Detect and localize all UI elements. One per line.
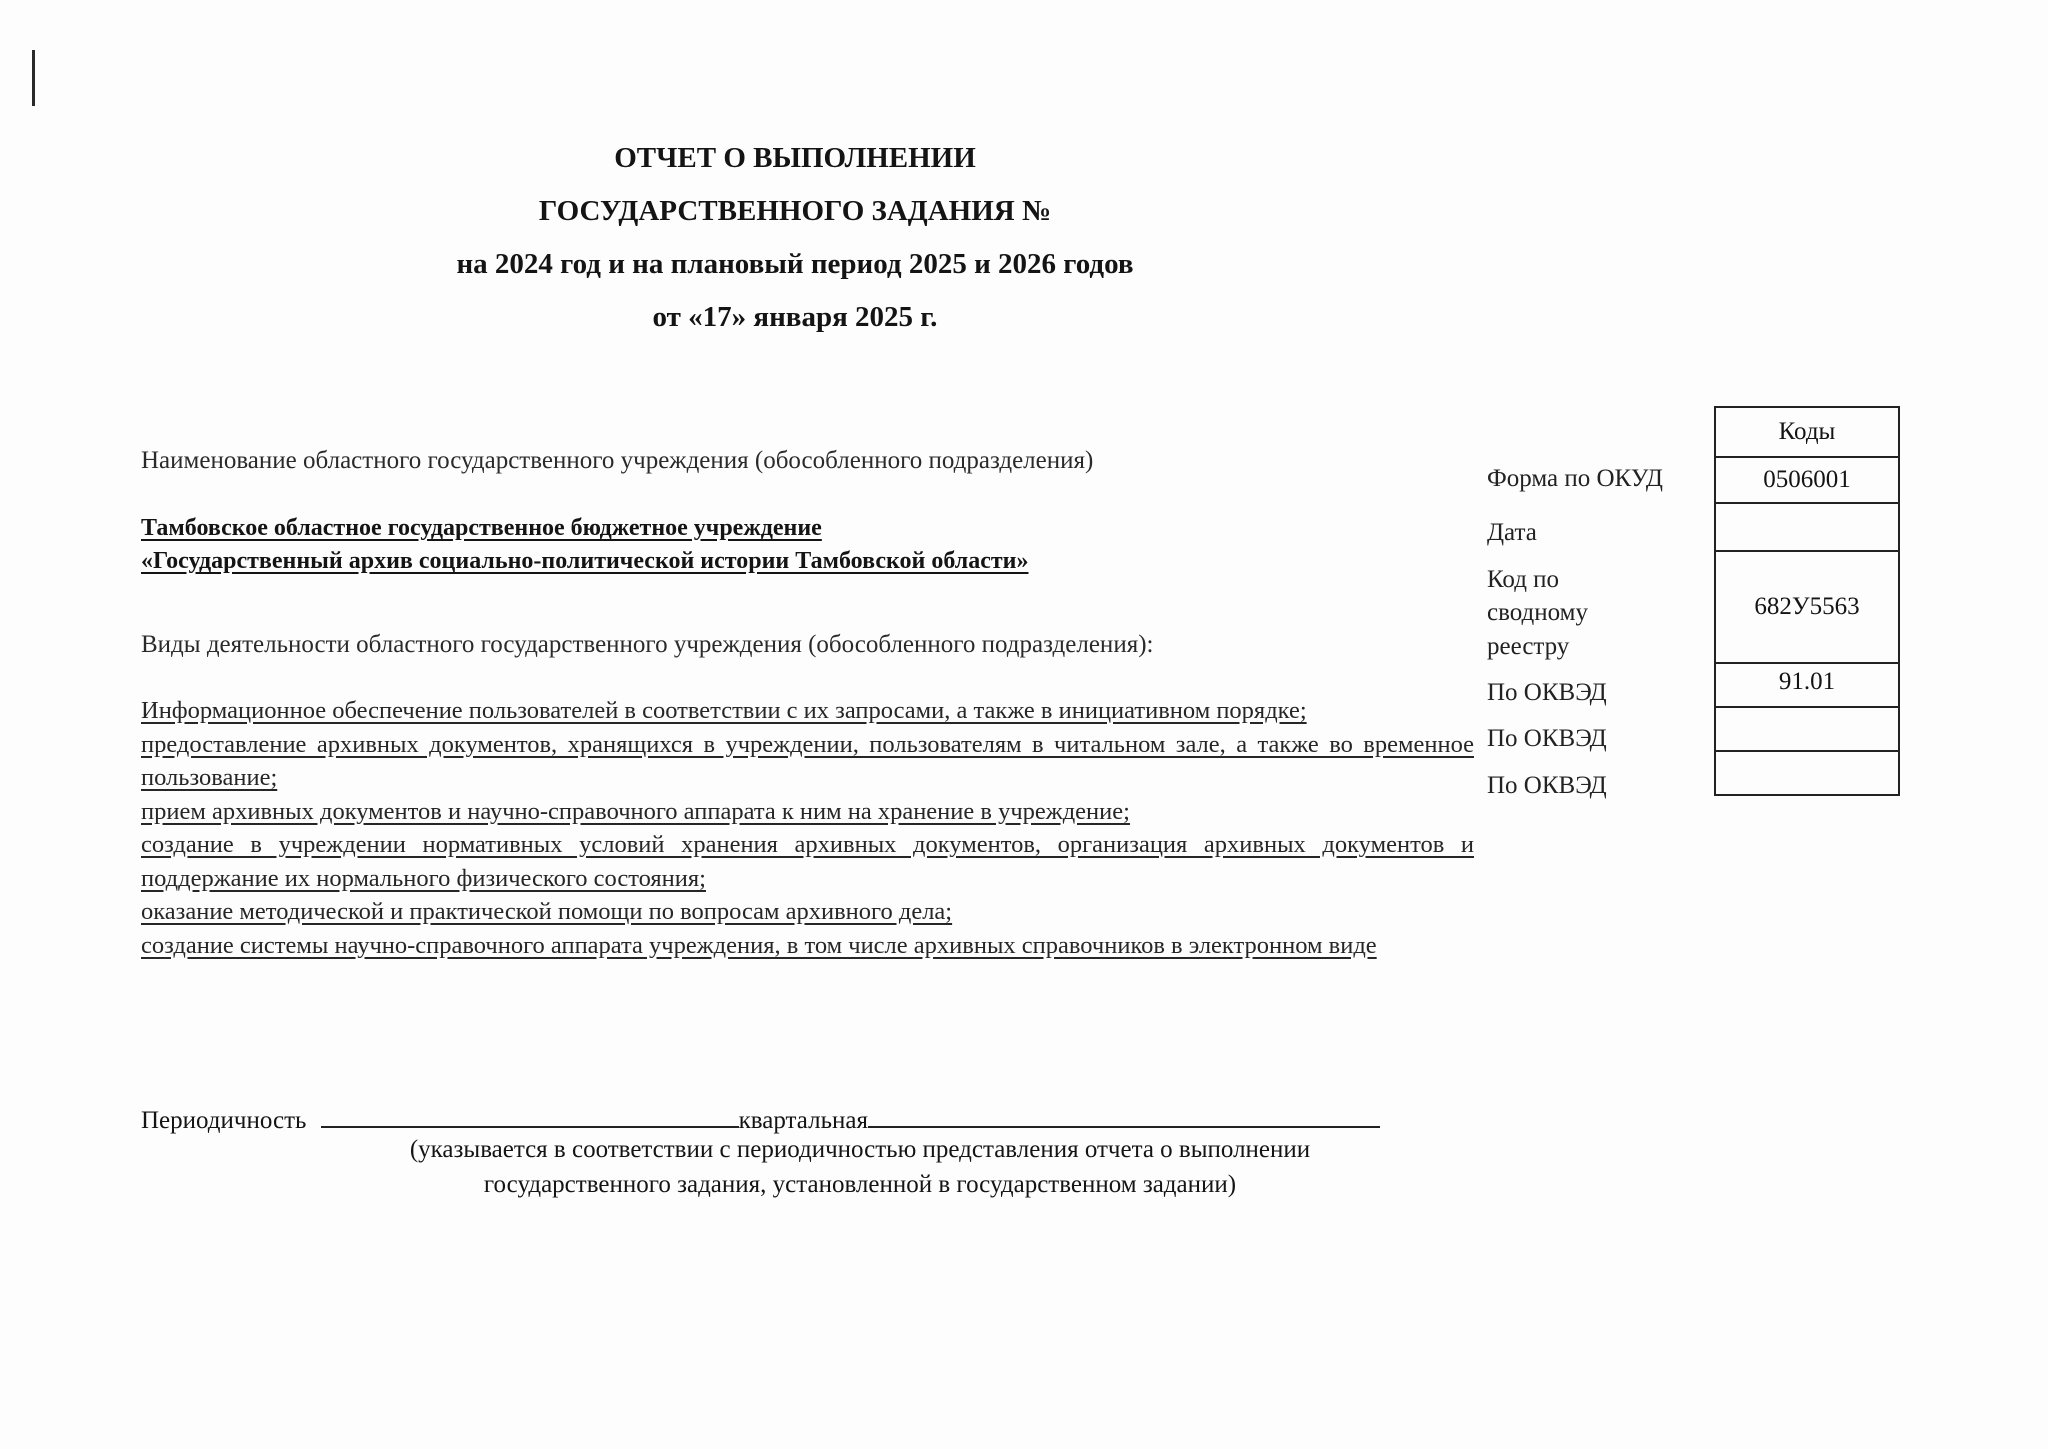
codes-row-label-okud: Форма по ОКУД <box>1487 465 1663 492</box>
activities-label: Виды деятельности областного государственного учреждения (обособленного подразделения): <box>141 631 1154 658</box>
periodicity-blank-left <box>321 1100 739 1128</box>
activity-item: создание в учреждении нормативных условий хранения архивных документов, организация архивных документов и поддержание их нормального физического состояния; <box>141 831 1474 892</box>
codes-table <box>1714 406 1900 796</box>
institution-name <box>141 512 1028 578</box>
codes-row-label-okved-1: По ОКВЭД <box>1487 679 1607 706</box>
codes-header: Коды <box>1715 407 1899 457</box>
activity-item: прием архивных документов и научно-справочного аппарата к ним на хранение в учреждение; <box>141 797 1130 825</box>
code-date <box>1715 503 1899 551</box>
codes-row-label-okved-3: По ОКВЭД <box>1487 772 1607 799</box>
periodicity-blank-right <box>868 1100 1380 1128</box>
activity-item: создание системы научно-справочного аппарата учреждения, в том числе архивных справочников в электронном виде <box>141 931 1377 959</box>
activities-list <box>141 694 1474 962</box>
codes-row-label-registry-2: сводному <box>1487 599 1588 626</box>
title-line-3: на 2024 год и на плановый период 2025 и 2026 годов <box>456 248 1134 280</box>
institution-name-line-2: «Государственный архив социально-политической истории Тамбовской области» <box>141 548 1029 574</box>
scan-margin-mark <box>32 50 35 106</box>
code-okved-3 <box>1715 751 1899 795</box>
periodicity-value: квартальная <box>738 1107 868 1134</box>
institution-label: Наименование областного государственного учреждения (обособленного подразделения) <box>141 447 1094 474</box>
institution-name-line-1: Тамбовское областное государственное бюджетное учреждение <box>141 515 822 541</box>
title-line-4: от «17» января 2025 г. <box>652 301 938 333</box>
code-okved-2 <box>1715 707 1899 751</box>
activity-item: оказание методической и практической помощи по вопросам архивного дела; <box>141 898 953 925</box>
periodicity-note <box>300 1132 1420 1202</box>
code-registry: 682У5563 <box>1715 551 1899 663</box>
report-title <box>0 132 1590 344</box>
code-okud: 0506001 <box>1715 457 1899 503</box>
periodicity-note-line-1: (указывается в соответствии с периодичностью представления отчета о выполнении <box>409 1136 1311 1163</box>
periodicity-note-line-2: государственного задания, установленной в государственном задании) <box>483 1171 1237 1198</box>
codes-row-label-registry-1: Код по <box>1487 566 1560 593</box>
codes-row-label-okved-2: По ОКВЭД <box>1487 725 1607 752</box>
periodicity-label: Периодичность <box>141 1107 307 1134</box>
code-okved-1: 91.01 <box>1715 663 1899 707</box>
codes-row-label-date: Дата <box>1487 519 1537 546</box>
codes-row-label-registry-3: реестру <box>1487 633 1570 660</box>
title-line-1: ОТЧЕТ О ВЫПОЛНЕНИИ <box>614 142 976 174</box>
activity-item: предоставление архивных документов, хранящихся в учреждении, пользователям в читальном зале, а также во временное пользование; <box>141 730 1474 791</box>
title-line-2: ГОСУДАРСТВЕННОГО ЗАДАНИЯ № <box>538 195 1052 227</box>
activity-item: Информационное обеспечение пользователей в соответствии с их запросами, а также в инициативном порядке; <box>141 697 1307 724</box>
